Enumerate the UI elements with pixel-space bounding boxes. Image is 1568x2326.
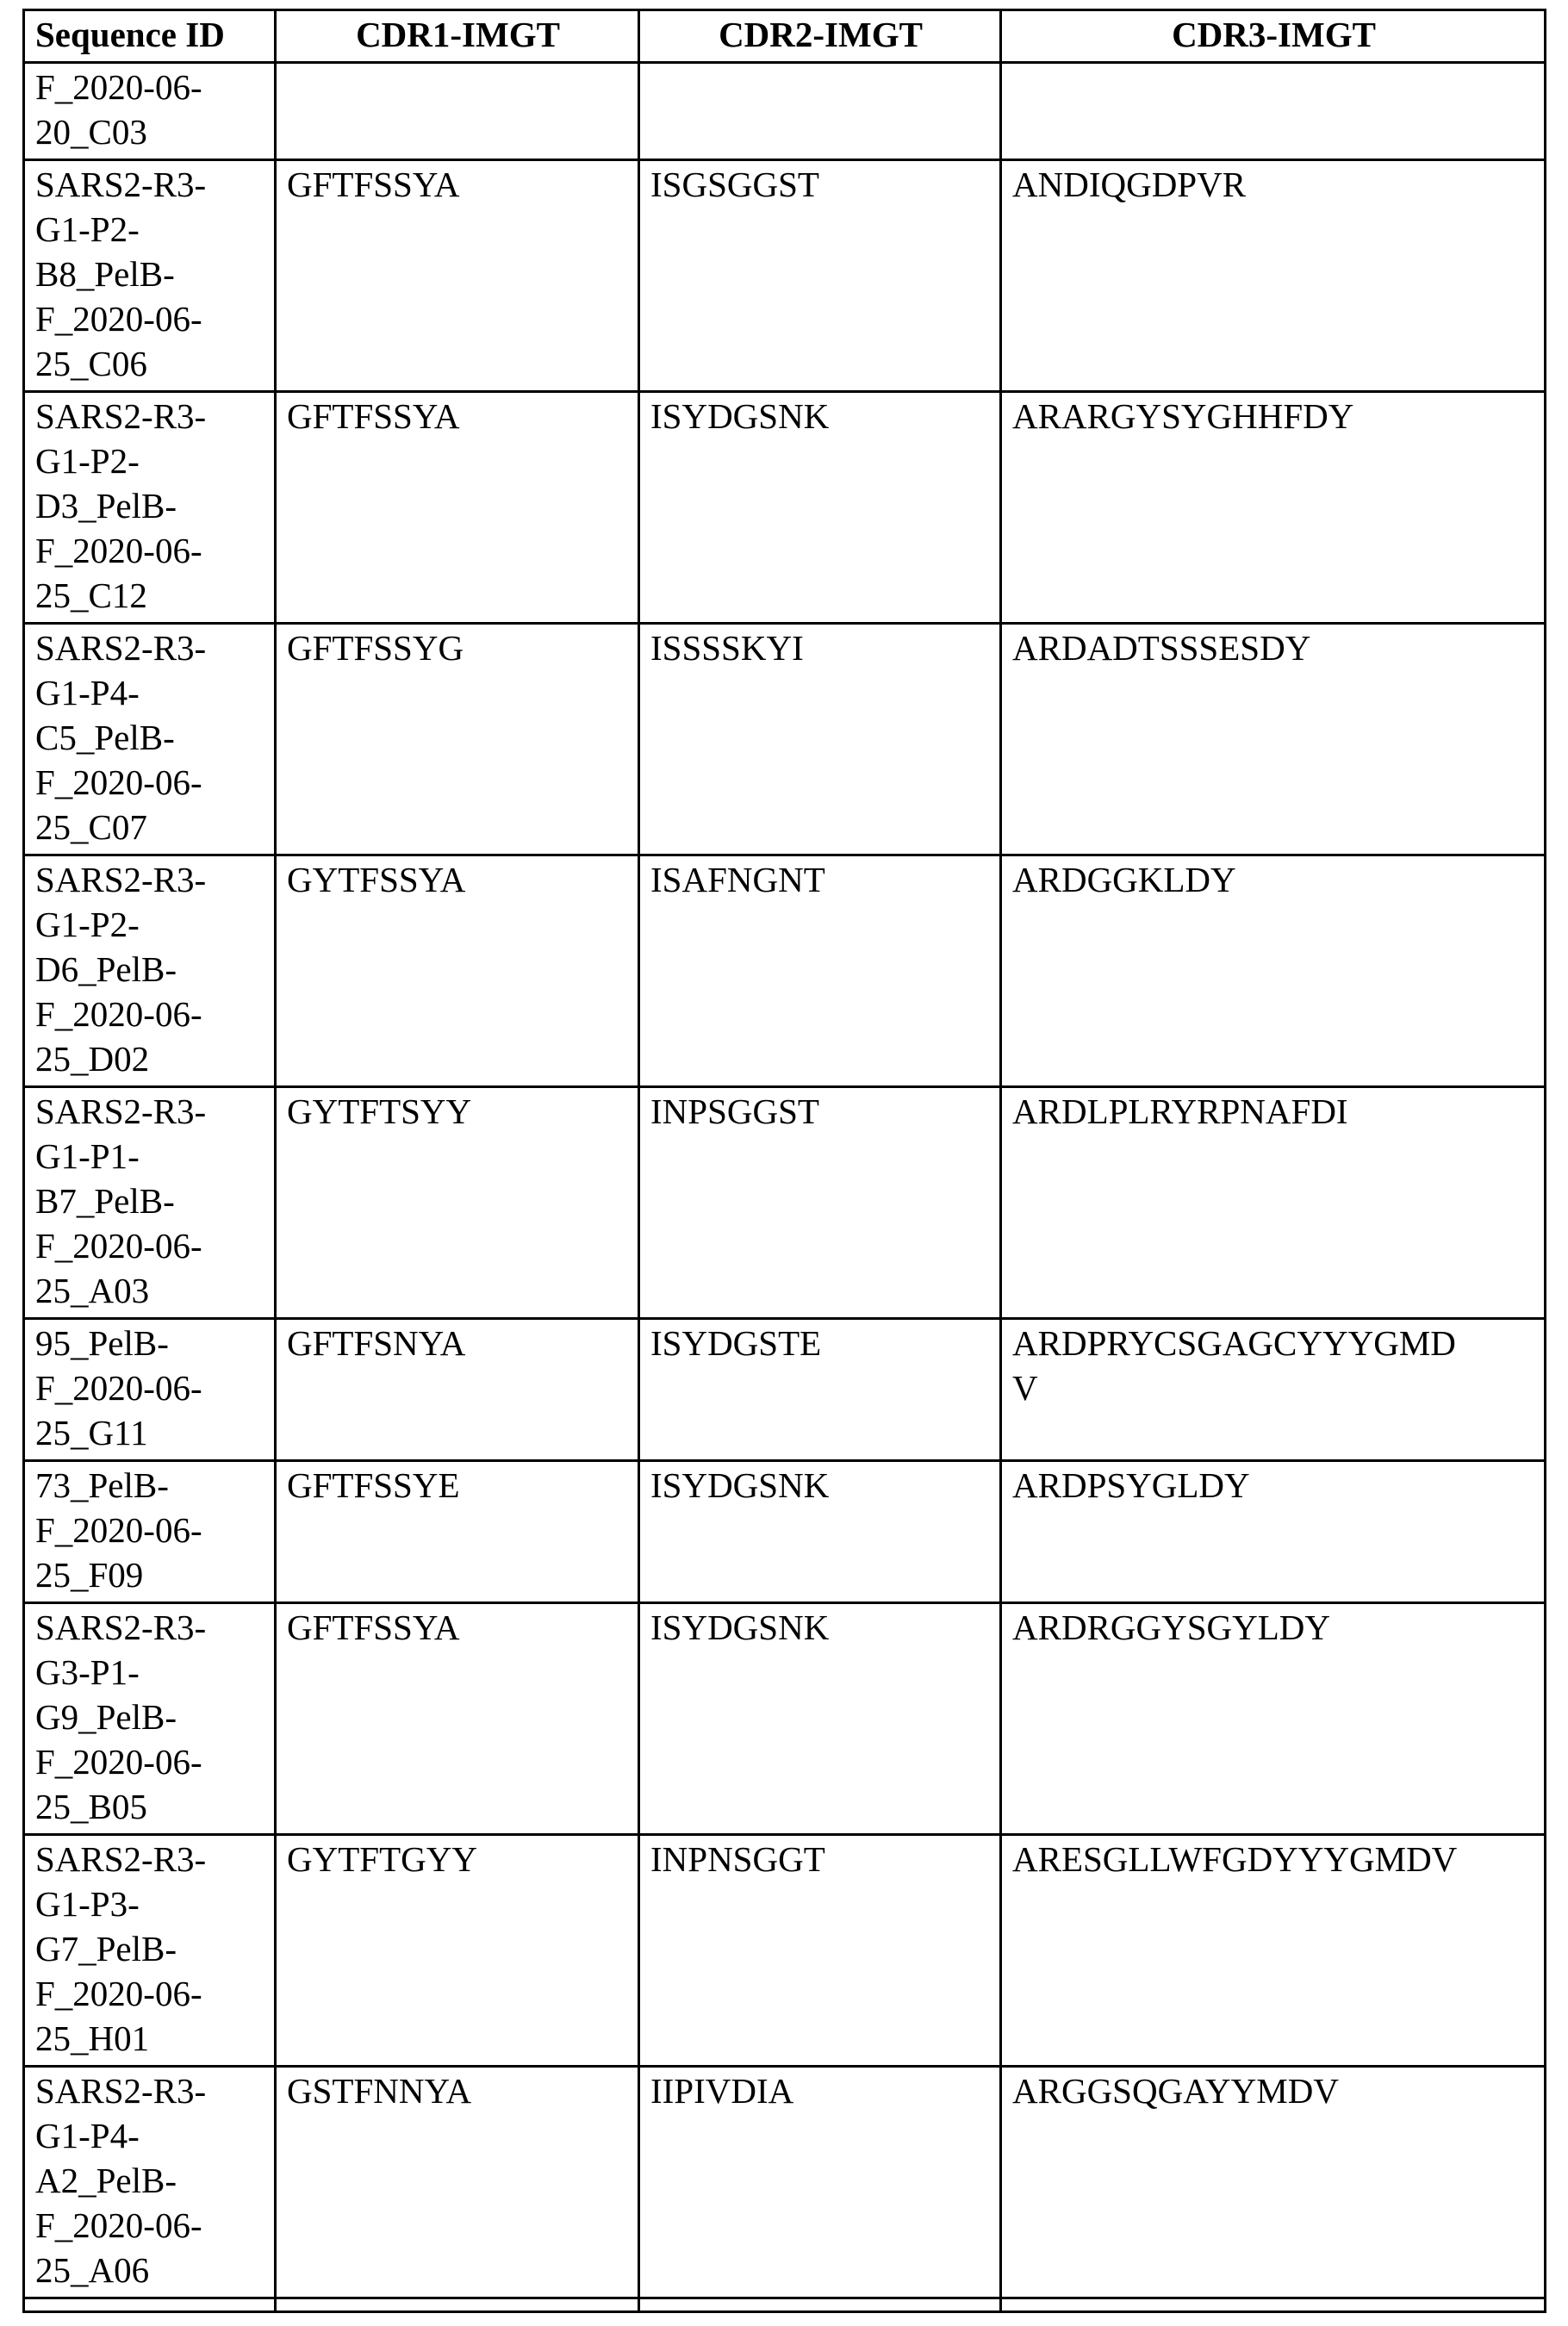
cdr3-cell (1001, 2298, 1546, 2312)
cdr2-cell: INPNSGGT (639, 1835, 1001, 2067)
sequence-id-cell: SARS2-R3- G1-P2- D3_PelB- F_2020-06- 25_C12 (24, 392, 276, 624)
table-row (24, 1835, 1546, 2067)
table-row (24, 63, 1546, 160)
cdr2-cell: IIPIVDIA (639, 2067, 1001, 2298)
column-header-cdr1: CDR1-IMGT (276, 10, 639, 63)
table-row (24, 160, 1546, 392)
cdr3-cell: ARARGYSYGHHFDY (1001, 392, 1546, 624)
sequence-id-cell: SARS2-R3- G1-P2- D6_PelB- F_2020-06- 25_D02 (24, 855, 276, 1087)
cdr1-cell: GFTFSSYE (276, 1461, 639, 1603)
header-row (24, 10, 1546, 63)
table-row (24, 2067, 1546, 2298)
table-row (24, 855, 1546, 1087)
sequence-id-cell: SARS2-R3- G1-P4- C5_PelB- F_2020-06- 25_C07 (24, 624, 276, 855)
table-row (24, 1087, 1546, 1319)
cdr3-cell: ARDLPLRYRPNAFDI (1001, 1087, 1546, 1319)
sequence-id-cell: SARS2-R3- G1-P4- A2_PelB- F_2020-06- 25_A06 (24, 2067, 276, 2298)
cdr2-cell: ISAFNGNT (639, 855, 1001, 1087)
sequence-id-cell: F_2020-06- 20_C03 (24, 63, 276, 160)
cdr3-cell: ANDIQGDPVR (1001, 160, 1546, 392)
cdr2-cell (639, 63, 1001, 160)
table-row (24, 624, 1546, 855)
table-row (24, 1461, 1546, 1603)
cdr3-cell: ARDPRYCSGAGCYYYGMD V (1001, 1319, 1546, 1461)
cdr2-cell (639, 2298, 1001, 2312)
cdr2-cell: ISYDGSNK (639, 1603, 1001, 1835)
sequence-id-cell: SARS2-R3- G1-P2- B8_PelB- F_2020-06- 25_C06 (24, 160, 276, 392)
cdr3-cell: ARDGGKLDY (1001, 855, 1546, 1087)
sequence-id-cell: 95_PelB- F_2020-06- 25_G11 (24, 1319, 276, 1461)
cdr2-cell: ISGSGGST (639, 160, 1001, 392)
cdr1-cell: GFTFSNYA (276, 1319, 639, 1461)
sequence-id-cell: SARS2-R3- G3-P1- G9_PelB- F_2020-06- 25_B05 (24, 1603, 276, 1835)
cdr1-cell (276, 63, 639, 160)
cdr3-cell: ARDPSYGLDY (1001, 1461, 1546, 1603)
sequence-id-cell: 73_PelB- F_2020-06- 25_F09 (24, 1461, 276, 1603)
cdr3-cell (1001, 63, 1546, 160)
cdr2-cell: ISYDGSTE (639, 1319, 1001, 1461)
cdr3-cell: ARDADTSSSESDY (1001, 624, 1546, 855)
table-row (24, 1603, 1546, 1835)
cdr2-cell: ISYDGSNK (639, 392, 1001, 624)
sequence-id-cell: SARS2-R3- G1-P1- B7_PelB- F_2020-06- 25_A03 (24, 1087, 276, 1319)
sequence-table (22, 9, 1546, 2313)
column-header-cdr2: CDR2-IMGT (639, 10, 1001, 63)
cdr2-cell: ISSSSKYI (639, 624, 1001, 855)
cdr3-cell: ARDRGGYSGYLDY (1001, 1603, 1546, 1835)
cdr1-cell: GYTFSSYA (276, 855, 639, 1087)
cdr1-cell: GSTFNNYA (276, 2067, 639, 2298)
cdr1-cell: GFTFSSYG (276, 624, 639, 855)
partial-next-row (24, 2298, 1546, 2312)
sequence-id-cell: SARS2-R3- G1-P3- G7_PelB- F_2020-06- 25_H01 (24, 1835, 276, 2067)
cdr2-cell: INPSGGST (639, 1087, 1001, 1319)
cdr1-cell: GFTFSSYA (276, 1603, 639, 1835)
cdr1-cell: GYTFTSYY (276, 1087, 639, 1319)
cdr1-cell: GFTFSSYA (276, 392, 639, 624)
column-header-sequence-id: Sequence ID (24, 10, 276, 63)
cdr1-cell (276, 2298, 639, 2312)
cdr2-cell: ISYDGSNK (639, 1461, 1001, 1603)
column-header-cdr3: CDR3-IMGT (1001, 10, 1546, 63)
table-row (24, 392, 1546, 624)
table-row (24, 1319, 1546, 1461)
cdr3-cell: ARESGLLWFGDYYYGMDV (1001, 1835, 1546, 2067)
sequence-id-cell (24, 2298, 276, 2312)
cdr3-cell: ARGGSQGAYYMDV (1001, 2067, 1546, 2298)
cdr1-cell: GFTFSSYA (276, 160, 639, 392)
cdr1-cell: GYTFTGYY (276, 1835, 639, 2067)
